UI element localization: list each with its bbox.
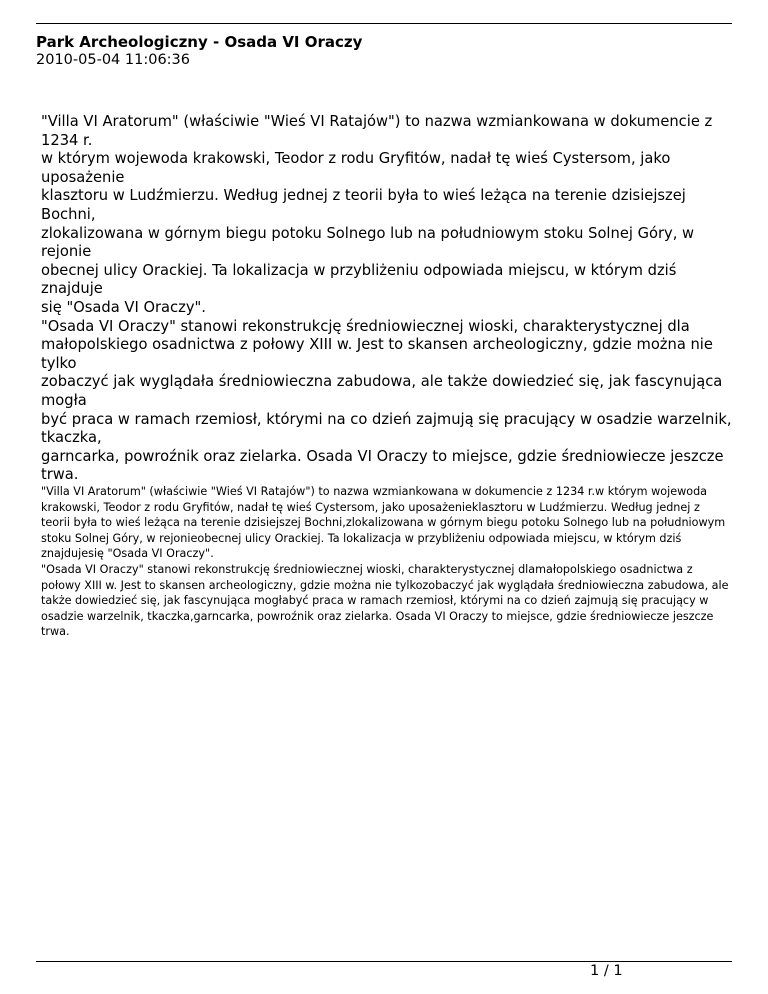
article-line: "Villa VI Aratorum" (właściwie "Wieś VI Ratajów") to nazwa wzmiankowana w dokumencie z 1234 r. — [41, 113, 713, 149]
article-line: klasztoru w Ludźmierzu. Według jednej z teorii była to wieś leżąca na terenie dzisiejszej Bochni, — [41, 187, 686, 223]
bottom-divider — [36, 961, 732, 962]
article-line: zobaczyć jak wyglądała średniowieczna zabudowa, ale także dowiedzieć się, jak fascynująca mogła — [41, 373, 723, 409]
article-body-small — [41, 484, 732, 640]
document-header — [36, 33, 732, 69]
article-line: w którym wojewoda krakowski, Teodor z rodu Gryfitów, nadał tę wieś Cystersom, jako uposażenie — [41, 150, 671, 186]
article-line: się "Osada VI Oraczy". — [41, 298, 206, 316]
article-paragraph-small-2: "Osada VI Oraczy" stanowi rekonstrukcję średniowiecznej wioski, charakterystycznej dlamałopolskiego osadnictwa z połowy XIII w. Jest to skansen archeologiczny, gdzie można nie tylkozobaczyć jak wyglądała średniowieczna zabudowa, ale także dowiedzieć się, jak fascynująca mogłabyć praca w ramach rzemiosł, którymi na co dzień zajmują się pracujący w osadzie warzelnik, tkaczka,garncarka, powroźnik oraz zielarka. Osada VI Oraczy to miejsce, gdzie średniowiecze jeszcze trwa. — [41, 562, 729, 639]
article-paragraph-small-1: "Villa VI Aratorum" (właściwie "Wieś VI Ratajów") to nazwa wzmiankowana w dokumencie z 1234 r.w którym wojewoda krakowski, Teodor z rodu Gryfitów, nadał tę wieś Cystersom, jako uposażenieklasztoru w Ludźmierzu. Według jednej z teorii była to wieś leżąca na terenie dzisiejszej Bochni,zlokalizowana w górnym biegu potoku Solnego lub na południowym stoku Solnej Góry, w rejonieobecnej ulicy Orackiej. Ta lokalizacja w przybliżeniu odpowiada miejscu, w którym dziś znajdujesię "Osada VI Oraczy". — [41, 485, 726, 561]
document-title: Park Archeologiczny - Osada VI Oraczy — [36, 33, 363, 51]
article-line: być praca w ramach rzemiosł, którymi na co dzień zajmują się pracujący w osadzie warzelnik, tkaczka, — [41, 410, 732, 447]
article-line: "Osada VI Oraczy" stanowi rekonstrukcję średniowiecznej wioski, charakterystycznej dla — [41, 317, 690, 335]
article-line: małopolskiego osadnictwa z połowy XIII w. Jest to skansen archeologiczny, gdzie można nie tylko — [41, 336, 713, 372]
article-line: obecnej ulicy Orackiej. Ta lokalizacja w przybliżeniu odpowiada miejscu, w którym dziś znajduje — [41, 261, 677, 298]
document-timestamp: 2010-05-04 11:06:36 — [36, 52, 190, 68]
article-body-large — [41, 113, 732, 485]
page-number: 1 / 1 — [590, 963, 623, 979]
article-line: zlokalizowana w górnym biegu potoku Solnego lub na południowym stoku Solnej Góry, w rejonie — [41, 224, 695, 261]
top-divider — [36, 23, 732, 24]
article-line: garncarka, powroźnik oraz zielarka. Osada VI Oraczy to miejsce, gdzie średniowiecze jeszcze trwa. — [41, 447, 724, 484]
